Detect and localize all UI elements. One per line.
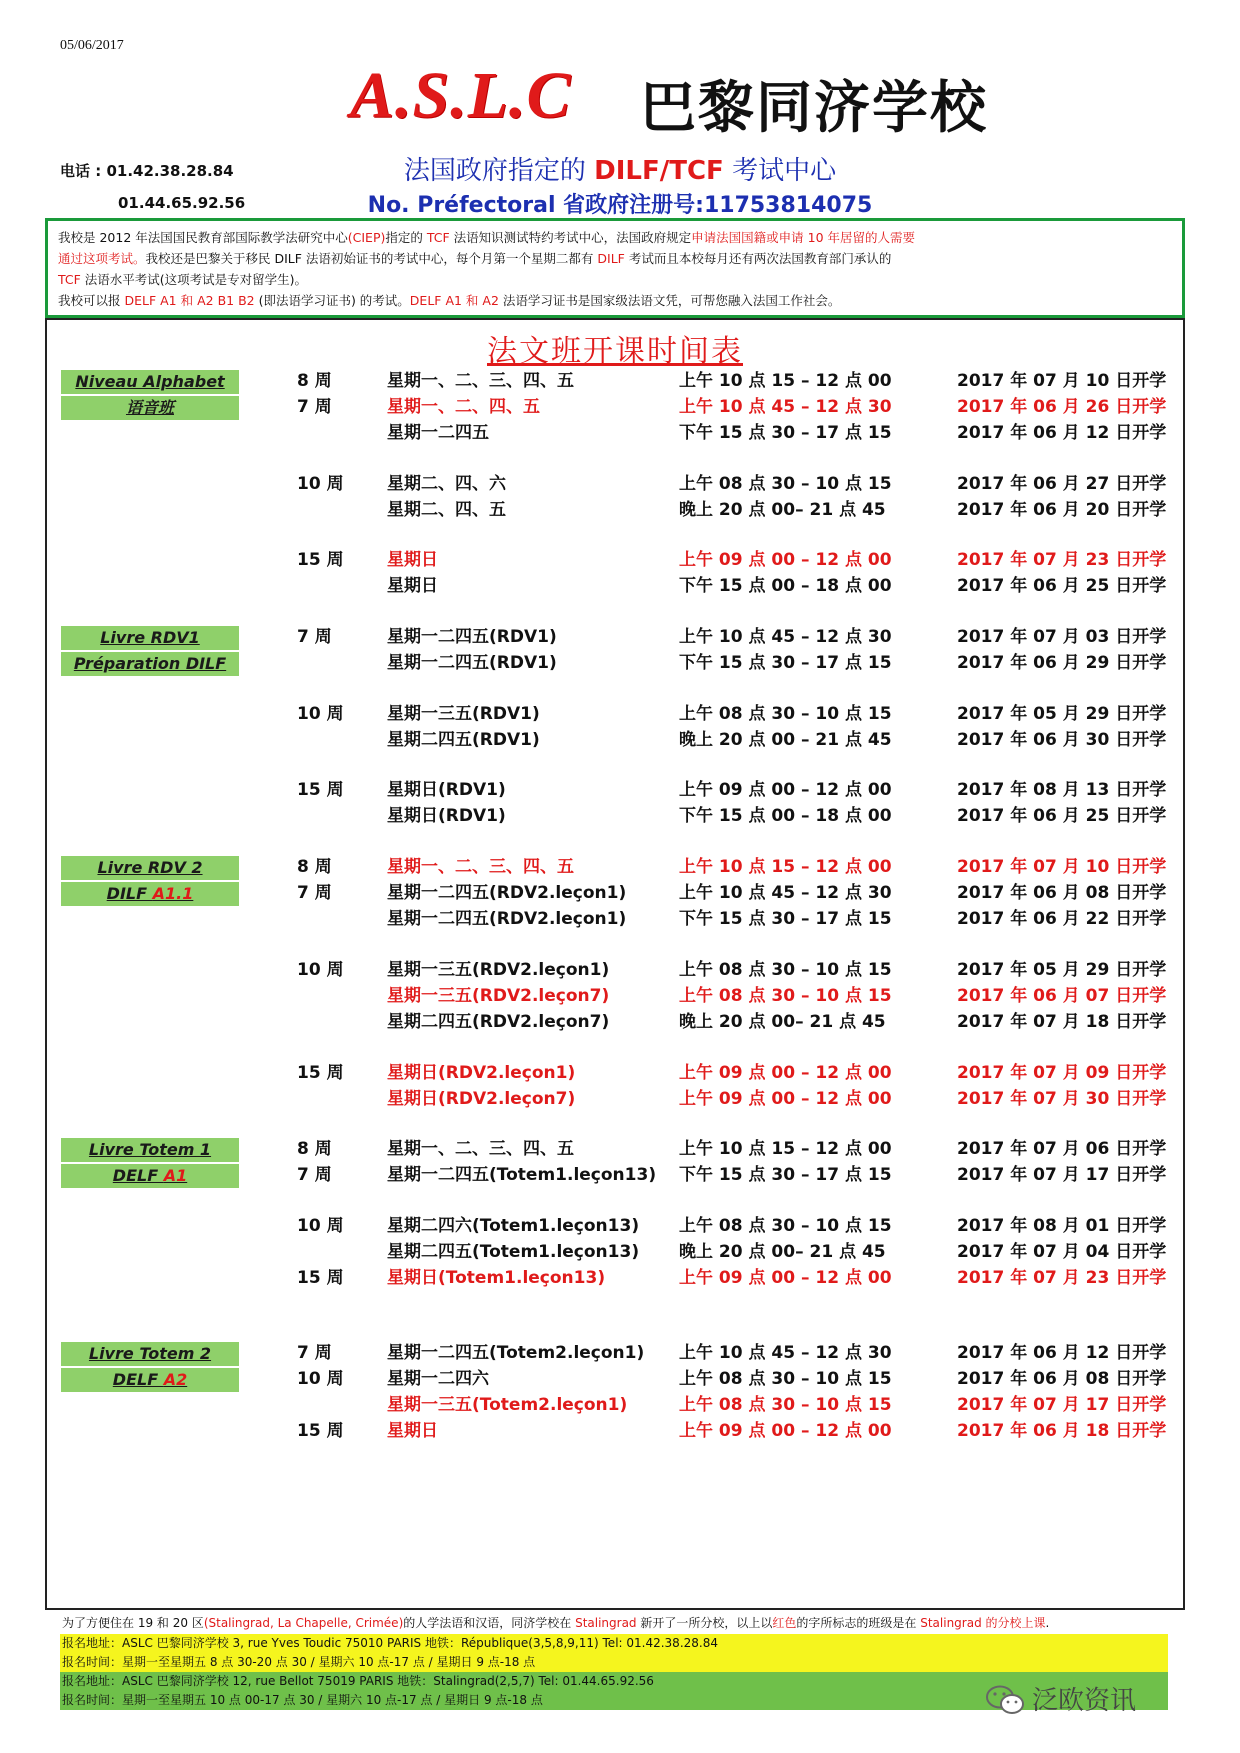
weeks-cell: 7 周: [297, 1343, 332, 1363]
start-date-cell: 2017 年 06 月 12 日开学: [957, 423, 1167, 443]
prefectoral-number: No. Préfectoral 省政府注册号:11753814075: [367, 193, 873, 218]
days-cell: 星期日(RDV1): [387, 806, 506, 826]
days-cell: 星期一三五(Totem2.leçon1): [387, 1395, 628, 1415]
time-cell: 上午 09 点 00 – 12 点 00: [679, 1063, 892, 1083]
weeks-cell: 7 周: [297, 1165, 332, 1185]
start-date-cell: 2017 年 07 月 06 日开学: [957, 1139, 1167, 1159]
time-cell: 上午 09 点 00 – 12 点 00: [679, 1268, 892, 1288]
days-cell: 星期一三五(RDV2.leçon1): [387, 960, 610, 980]
days-cell: 星期一二四五(Totem1.leçon13): [387, 1165, 657, 1185]
days-cell: 星期一、二、三、四、五: [387, 1139, 574, 1159]
days-cell: 星期日(RDV2.leçon1): [387, 1063, 576, 1083]
days-cell: 星期日: [387, 576, 438, 596]
start-date-cell: 2017 年 07 月 03 日开学: [957, 627, 1167, 647]
start-date-cell: 2017 年 06 月 12 日开学: [957, 1343, 1167, 1363]
start-date-cell: 2017 年 06 月 20 日开学: [957, 500, 1167, 520]
level-name: Livre Totem 1: [61, 1138, 239, 1162]
days-cell: 星期二、四、六: [387, 474, 506, 494]
days-cell: 星期一、二、三、四、五: [387, 857, 574, 877]
time-cell: 下午 15 点 30 – 17 点 15: [679, 1165, 892, 1185]
time-cell: 上午 08 点 30 – 10 点 15: [679, 1216, 892, 1236]
start-date-cell: 2017 年 07 月 30 日开学: [957, 1089, 1167, 1109]
branch-note: 为了方便住在 19 和 20 区(Stalingrad, La Chapelle, Crimée)的人学法语和汉语，同济学校在 Stalingrad 新开了一所分校，以上以红色的字所标志的班级是在 Stalingrad 的分校上课.: [62, 1616, 1050, 1630]
level-name: Niveau Alphabet: [61, 370, 239, 394]
time-cell: 上午 10 点 15 – 12 点 00: [679, 857, 892, 877]
days-cell: 星期二四五(RDV1): [387, 730, 540, 750]
time-cell: 晚上 20 点 00– 21 点 45: [679, 1242, 886, 1262]
start-date-cell: 2017 年 06 月 08 日开学: [957, 1369, 1167, 1389]
start-date-cell: 2017 年 06 月 30 日开学: [957, 730, 1167, 750]
address-1: 报名地址：ASLC 巴黎同济学校 3, rue Yves Toudic 75010 PARIS 地铁：République(3,5,8,9,11) Tel: 01.42.38.28.84: [60, 1634, 1168, 1653]
start-date-cell: 2017 年 07 月 10 日开学: [957, 371, 1167, 391]
time-cell: 上午 10 点 45 – 12 点 30: [679, 397, 892, 417]
weeks-cell: 10 周: [297, 960, 344, 980]
weeks-cell: 10 周: [297, 1216, 344, 1236]
phone-2: 01.44.65.92.56: [118, 194, 246, 212]
level-subtitle: 语音班: [61, 396, 239, 420]
start-date-cell: 2017 年 07 月 09 日开学: [957, 1063, 1167, 1083]
school-name: 巴黎同济学校: [640, 75, 988, 141]
time-cell: 上午 08 点 30 – 10 点 15: [679, 704, 892, 724]
start-date-cell: 2017 年 06 月 27 日开学: [957, 474, 1167, 494]
start-date-cell: 2017 年 06 月 25 日开学: [957, 806, 1167, 826]
days-cell: 星期一、二、四、五: [387, 397, 540, 417]
days-cell: 星期一三五(RDV1): [387, 704, 540, 724]
schedule-frame: [45, 318, 1185, 1610]
time-cell: 晚上 20 点 00 – 21 点 45: [679, 730, 892, 750]
start-date-cell: 2017 年 06 月 29 日开学: [957, 653, 1167, 673]
time-cell: 上午 08 点 30 – 10 点 15: [679, 474, 892, 494]
start-date-cell: 2017 年 07 月 17 日开学: [957, 1395, 1167, 1415]
start-date-cell: 2017 年 06 月 25 日开学: [957, 576, 1167, 596]
time-cell: 上午 09 点 00 – 12 点 00: [679, 1089, 892, 1109]
days-cell: 星期日: [387, 1421, 438, 1441]
weeks-cell: 8 周: [297, 857, 332, 877]
days-cell: 星期日(Totem1.leçon13): [387, 1268, 606, 1288]
weeks-cell: 8 周: [297, 371, 332, 391]
level-subtitle: DILF A1.1: [61, 882, 239, 906]
start-date-cell: 2017 年 07 月 04 日开学: [957, 1242, 1167, 1262]
start-date-cell: 2017 年 06 月 07 日开学: [957, 986, 1167, 1006]
phone-1: 电话 : 01.42.38.28.84: [60, 162, 234, 180]
days-cell: 星期一、二、三、四、五: [387, 371, 574, 391]
hours-2: 报名时间：星期一至星期五 10 点 00-17 点 30 / 星期六 10 点-17 点 / 星期日 9 点-18 点: [60, 1691, 1168, 1710]
school-logo: A.S.L.C: [350, 59, 572, 132]
weeks-cell: 15 周: [297, 1063, 344, 1083]
days-cell: 星期一二四五(Totem2.leçon1): [387, 1343, 645, 1363]
time-cell: 下午 15 点 00 – 18 点 00: [679, 806, 892, 826]
days-cell: 星期二四五(Totem1.leçon13): [387, 1242, 640, 1262]
time-cell: 下午 15 点 30 – 17 点 15: [679, 423, 892, 443]
weeks-cell: 7 周: [297, 883, 332, 903]
days-cell: 星期日(RDV2.leçon7): [387, 1089, 576, 1109]
time-cell: 晚上 20 点 00– 21 点 45: [679, 1012, 886, 1032]
days-cell: 星期二四六(Totem1.leçon13): [387, 1216, 640, 1236]
weeks-cell: 15 周: [297, 1421, 344, 1441]
start-date-cell: 2017 年 07 月 23 日开学: [957, 1268, 1167, 1288]
watermark-text: 泛欧资讯: [1032, 1686, 1137, 1716]
time-cell: 上午 10 点 45 – 12 点 30: [679, 883, 892, 903]
weeks-cell: 10 周: [297, 474, 344, 494]
time-cell: 上午 08 点 30 – 10 点 15: [679, 1395, 892, 1415]
days-cell: 星期日: [387, 550, 438, 570]
time-cell: 上午 10 点 15 – 12 点 00: [679, 1139, 892, 1159]
time-cell: 上午 09 点 00 – 12 点 00: [679, 1421, 892, 1441]
time-cell: 下午 15 点 30 – 17 点 15: [679, 909, 892, 929]
time-cell: 下午 15 点 00 – 18 点 00: [679, 576, 892, 596]
start-date-cell: 2017 年 05 月 29 日开学: [957, 960, 1167, 980]
time-cell: 下午 15 点 30 – 17 点 15: [679, 653, 892, 673]
time-cell: 上午 10 点 45 – 12 点 30: [679, 1343, 892, 1363]
days-cell: 星期一二四五: [387, 423, 489, 443]
start-date-cell: 2017 年 07 月 17 日开学: [957, 1165, 1167, 1185]
weeks-cell: 7 周: [297, 397, 332, 417]
weeks-cell: 15 周: [297, 780, 344, 800]
time-cell: 上午 09 点 00 – 12 点 00: [679, 550, 892, 570]
start-date-cell: 2017 年 08 月 13 日开学: [957, 780, 1167, 800]
address-2: 报名地址：ASLC 巴黎同济学校 12, rue Bellot 75019 PARIS 地铁：Stalingrad(2,5,7) Tel: 01.44.65.92.56: [60, 1672, 1168, 1691]
days-cell: 星期二四五(RDV2.leçon7): [387, 1012, 610, 1032]
weeks-cell: 7 周: [297, 627, 332, 647]
time-cell: 晚上 20 点 00– 21 点 45: [679, 500, 886, 520]
exam-center-title: 法国政府指定的 DILF/TCF 考试中心: [403, 156, 837, 186]
time-cell: 上午 08 点 30 – 10 点 15: [679, 986, 892, 1006]
hours-1: 报名时间：星期一至星期五 8 点 30-20 点 30 / 星期六 10 点-17 点 / 星期日 9 点-18 点: [60, 1653, 1168, 1672]
weeks-cell: 10 周: [297, 704, 344, 724]
start-date-cell: 2017 年 07 月 23 日开学: [957, 550, 1167, 570]
level-name: Livre RDV1: [61, 626, 239, 650]
days-cell: 星期一二四六: [387, 1369, 489, 1389]
days-cell: 星期二、四、五: [387, 500, 506, 520]
days-cell: 星期一二四五(RDV2.leçon1): [387, 883, 627, 903]
weeks-cell: 15 周: [297, 1268, 344, 1288]
time-cell: 上午 08 点 30 – 10 点 15: [679, 960, 892, 980]
level-subtitle: DELF A1: [61, 1164, 239, 1188]
time-cell: 上午 10 点 45 – 12 点 30: [679, 627, 892, 647]
start-date-cell: 2017 年 05 月 29 日开学: [957, 704, 1167, 724]
print-date: 05/06/2017: [60, 38, 124, 53]
weeks-cell: 8 周: [297, 1139, 332, 1159]
level-name: Livre RDV 2: [61, 856, 239, 880]
days-cell: 星期一二四五(RDV2.leçon1): [387, 909, 627, 929]
notice-box: 我校是 2012 年法国国民教育部国际教学法研究中心(CIEP)指定的 TCF 法语知识测试特约考试中心，法国政府规定申请法国国籍或申请 10 年居留的人需要 通过这项考试。我校还是巴黎关于移民 DILF 法语初始证书的考试中心，每个月第一个星期二都有 DILF 考试而且本校每月还有两次法国教育部门承认的 TCF 法语水平考试(这项考试是专对留学生)。 我校可以报 DELF A1 和 A2 B1 B2 (即法语学习证书) 的考试。DELF A1 和 A2 法语学习证书是国家级法语文凭，可帮您融入法国工作社会。: [45, 218, 1185, 318]
days-cell: 星期一二四五(RDV1): [387, 627, 557, 647]
days-cell: 星期一三五(RDV2.leçon7): [387, 986, 610, 1006]
start-date-cell: 2017 年 07 月 18 日开学: [957, 1012, 1167, 1032]
start-date-cell: 2017 年 08 月 01 日开学: [957, 1216, 1167, 1236]
level-subtitle: DELF A2: [61, 1368, 239, 1392]
days-cell: 星期日(RDV1): [387, 780, 506, 800]
days-cell: 星期一二四五(RDV1): [387, 653, 557, 673]
start-date-cell: 2017 年 06 月 26 日开学: [957, 397, 1167, 417]
level-subtitle: Préparation DILF: [61, 652, 239, 676]
time-cell: 上午 10 点 15 – 12 点 00: [679, 371, 892, 391]
level-name: Livre Totem 2: [61, 1342, 239, 1366]
schedule-title: 法文班开课时间表: [487, 334, 743, 369]
time-cell: 上午 08 点 30 – 10 点 15: [679, 1369, 892, 1389]
start-date-cell: 2017 年 06 月 18 日开学: [957, 1421, 1167, 1441]
weeks-cell: 15 周: [297, 550, 344, 570]
start-date-cell: 2017 年 07 月 10 日开学: [957, 857, 1167, 877]
weeks-cell: 10 周: [297, 1369, 344, 1389]
start-date-cell: 2017 年 06 月 22 日开学: [957, 909, 1167, 929]
start-date-cell: 2017 年 06 月 08 日开学: [957, 883, 1167, 903]
wechat-icon: [985, 1684, 1025, 1716]
time-cell: 上午 09 点 00 – 12 点 00: [679, 780, 892, 800]
